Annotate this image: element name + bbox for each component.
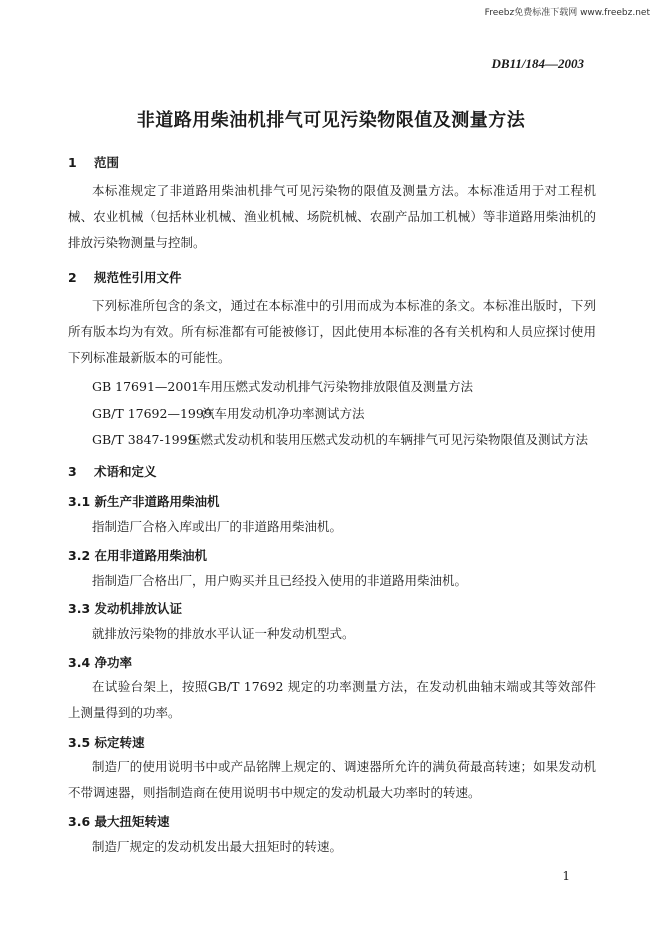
- section-3-number: 3: [68, 464, 77, 479]
- section-2-number: 2: [68, 270, 77, 285]
- reference-code: GB 17691—2001: [92, 379, 200, 394]
- clause-3-4-heading: 3.4 净功率: [68, 655, 132, 670]
- document-number: DB11/184—2003: [491, 56, 584, 71]
- clause-3-5-text: 制造厂的使用说明书中或产品铭牌上规定的、调速器所允许的满负荷最高转速；如果发动机不带调速器，则指制造商在使用说明书中规定的发动机最大功率时的转速。: [68, 759, 596, 800]
- section-1-heading: [68, 153, 119, 171]
- page-number: 1: [562, 869, 570, 883]
- reference-code: GB/T 17692—1999: [92, 406, 212, 421]
- clause-3-1-heading: 3.1 新生产非道路用柴油机: [68, 494, 220, 509]
- reference-item: [92, 377, 473, 395]
- clause-3-4-text: 在试验台架上，按照GB/T 17692 规定的功率测量方法，在发动机曲轴末端或其等效部件上测量得到的功率。: [68, 679, 596, 720]
- site-watermark: Freebz免费标准下载网 www.freebz.net: [484, 8, 650, 18]
- clause-3-6-heading: 3.6 最大扭矩转速: [68, 814, 170, 829]
- reference-item: [92, 404, 365, 422]
- clause-3-2-heading: 3.2 在用非道路用柴油机: [68, 548, 207, 563]
- section-2-title: 规范性引用文件: [94, 270, 182, 285]
- clause-3-5-heading: 3.5 标定转速: [68, 735, 145, 750]
- reference-item: [92, 430, 588, 448]
- clause-3-3-text: 就排放污染物的排放水平认证一种发动机型式。: [92, 626, 355, 641]
- clause-3-2-text: 指制造厂合格出厂，用户购买并且已经投入使用的非道路用柴油机。: [92, 573, 468, 588]
- clause-3-6-text: 制造厂规定的发动机发出最大扭矩时的转速。: [92, 839, 343, 854]
- section-1-title: 范围: [94, 155, 120, 170]
- document-title: 非道路用柴油机排气可见污染物限值及测量方法: [136, 110, 526, 131]
- reference-title: 汽车用发动机净功率测试方法: [202, 406, 365, 421]
- section-1-paragraph: 本标准规定了非道路用柴油机排气可见污染物的限值及测量方法。本标准适用于对工程机械、农业机械（包括林业机械、渔业机械、场院机械、农副产品加工机械）等非道路用柴油机的排放污染物测量与控制。: [68, 183, 596, 250]
- clause-3-1-text: 指制造厂合格入库或出厂的非道路用柴油机。: [92, 519, 343, 534]
- reference-title: 压燃式发动机和装用压燃式发动机的车辆排气可见污染物限值及测试方法: [188, 432, 589, 447]
- section-1-number: 1: [68, 155, 77, 170]
- section-3-heading: [68, 462, 157, 480]
- reference-title: 车用压燃式发动机排气污染物排放限值及测量方法: [198, 379, 474, 394]
- section-2-heading: [68, 268, 182, 286]
- section-3-title: 术语和定义: [94, 464, 157, 479]
- section-2-paragraph: 下列标准所包含的条文，通过在本标准中的引用而成为本标准的条文。本标准出版时，下列所有版本均为有效。所有标准都有可能被修订，因此使用本标准的各有关机构和人员应探讨使用下列标准最新版本的可能性。: [68, 298, 596, 365]
- clause-3-3-heading: 3.3 发动机排放认证: [68, 601, 182, 616]
- reference-code: GB/T 3847-1999: [92, 432, 196, 447]
